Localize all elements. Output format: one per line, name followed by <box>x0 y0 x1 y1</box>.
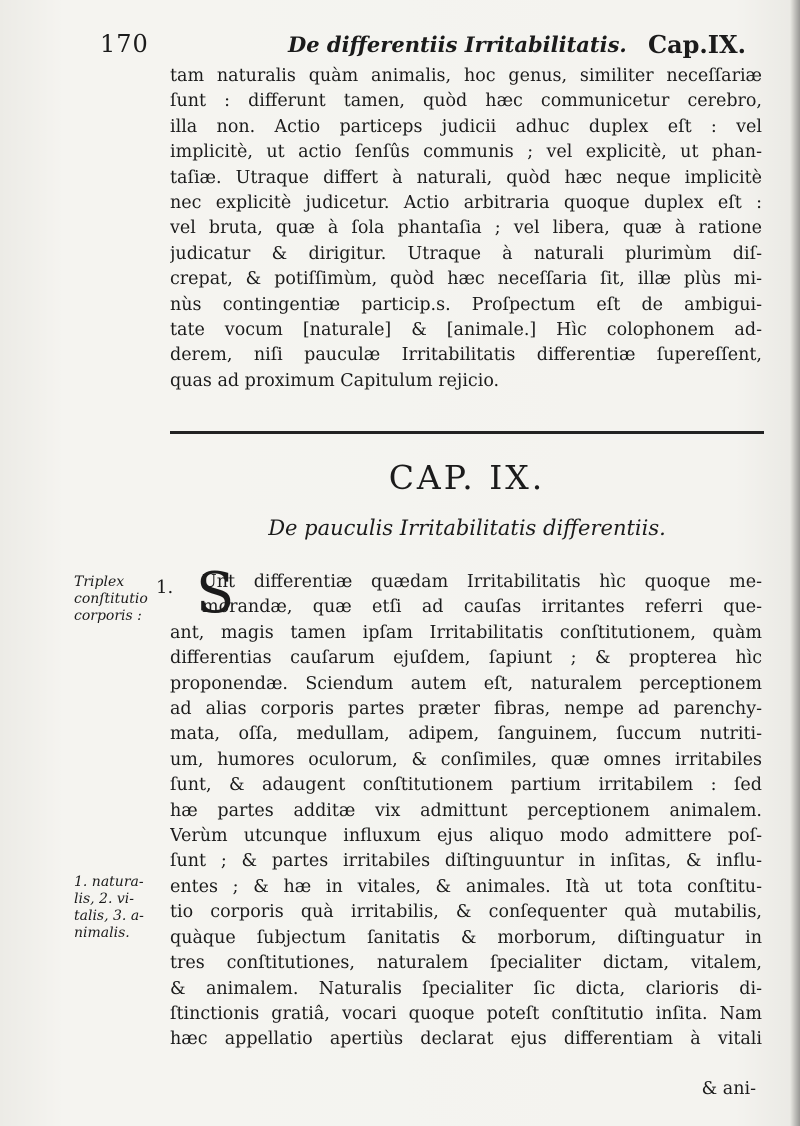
chapter-heading: CAP. IX. <box>388 458 546 497</box>
text-line: ſtinctionis gratiâ, vocari quoque poteſt conſtitutio inſita. Nam <box>170 1003 762 1024</box>
text-line: tres conſtitutiones, naturalem ſpecialiter dictam, vitalem, <box>170 953 762 974</box>
section-divider <box>170 431 764 434</box>
text-line: proponendæ. Sciendum autem eſt, naturalem perceptionem <box>170 673 762 694</box>
text-line: quas ad proximum Capitulum rejicio. <box>170 370 500 391</box>
text-line: differentias cauſarum ejuſdem, ſapiunt ; & propterea hìc <box>170 648 762 669</box>
margin-note-line: corporis : <box>74 608 142 624</box>
text-line: taſiæ. Utraque differt à naturali, quòd hæc neque implicitè <box>170 167 762 188</box>
text-line: ant, magis tamen ipſam Irritabilitatis conſtitutionem, quàm <box>170 622 762 643</box>
drop-cap: S <box>196 561 235 626</box>
text-line: vel bruta, quæ à ſola phantaſia ; vel libera, quæ à ratione <box>170 218 762 239</box>
text-line: nec explicitè judicetur. Actio arbitraria quoque duplex eſt : <box>170 193 762 214</box>
margin-note-constitutions <box>74 874 156 942</box>
text-line: implicitè, ut actio ſenſûs communis ; vel explicitè, ut phan- <box>170 142 762 163</box>
text-line: tate vocum [naturale] & [animale.] Hìc colophonem ad- <box>170 320 762 341</box>
page-edge-shadow <box>790 0 800 1126</box>
margin-note-line: lis, 2. vi- <box>74 891 134 907</box>
chapter-paragraph <box>170 570 762 1053</box>
text-line: mata, oſſa, medullam, adipem, ſanguinem, ſuccum nutriti- <box>170 724 762 745</box>
text-line: quàque ſubjectum ſanitatis & morborum, diſtinguatur in <box>170 927 762 948</box>
text-line: entes ; & hæ in vitales, & animales. Ità ut tota conſtitu- <box>170 876 762 897</box>
text-line: ſunt : differunt tamen, quòd hæc communicetur cerebro, <box>170 91 762 112</box>
running-head <box>0 30 800 66</box>
catchword: & ani- <box>701 1079 756 1099</box>
margin-note-line: Triplex <box>74 574 125 590</box>
chapter-subtitle: De pauculis Irritabilitatis differentiis. <box>268 516 666 540</box>
margin-note-line: conſtitutio <box>74 591 148 607</box>
text-line: & animalem. Naturalis ſpecialiter ſic dicta, clarioris di- <box>170 978 762 999</box>
text-line: tio corporis quà irritabilis, & conſequenter quà mutabilis, <box>170 902 762 923</box>
text-line: um, humores oculorum, & conſimiles, quæ omnes irritabiles <box>170 749 762 770</box>
text-line: Unt differentiæ quædam Irritabilitatis hìc quoque me- <box>202 572 762 592</box>
text-line: morandæ, quæ etſi ad cauſas irritantes referri que- <box>202 597 762 618</box>
text-line: hæc appellatio apertiùs declarat ejus differentiam à vitali <box>170 1029 762 1050</box>
text-line: tam naturalis quàm animalis, hoc genus, similiter neceſſariæ <box>170 66 762 86</box>
margin-note-line: talis, 3. a- <box>74 908 144 924</box>
page-number: 170 <box>100 30 149 58</box>
text-line: judicatur & dirigitur. Utraque à naturali plurimùm diſ- <box>170 243 762 264</box>
text-line: crepat, & potiſſimùm, quòd hæc neceſſaria ſit, illæ plùs mi- <box>170 269 762 290</box>
margin-note-line: nimalis. <box>74 925 130 941</box>
chapter-reference: Cap.IX. <box>648 30 746 59</box>
text-line: ſunt, & adaugent conſtitutionem partium irritabilem : ſed <box>170 775 762 796</box>
top-paragraph <box>170 64 762 394</box>
text-line: derem, niſi pauculæ Irritabilitatis differentiæ ſupereſſent, <box>170 345 762 366</box>
margin-note-triplex <box>74 574 156 625</box>
text-line: ſunt ; & partes irritabiles diſtinguuntur in inſitas, & influ- <box>170 851 762 872</box>
text-line: illa non. Actio particeps judicii adhuc duplex eſt : vel <box>170 116 762 137</box>
text-line: hæ partes additæ vix admittunt perceptionem animalem. <box>170 800 762 821</box>
text-line: ad alias corporis partes præter fibras, nempe ad parenchy- <box>170 699 762 720</box>
text-line: nùs contingentiæ particip.s. Proſpectum eſt de ambigui- <box>170 294 762 315</box>
running-title: De differentiis Irritabilitatis. <box>288 32 627 57</box>
section-number: 1. <box>156 577 174 598</box>
text-line: Verùm utcunque influxum ejus aliquo modo admittere poſ- <box>170 826 762 847</box>
margin-note-line: 1. natura- <box>74 874 144 890</box>
